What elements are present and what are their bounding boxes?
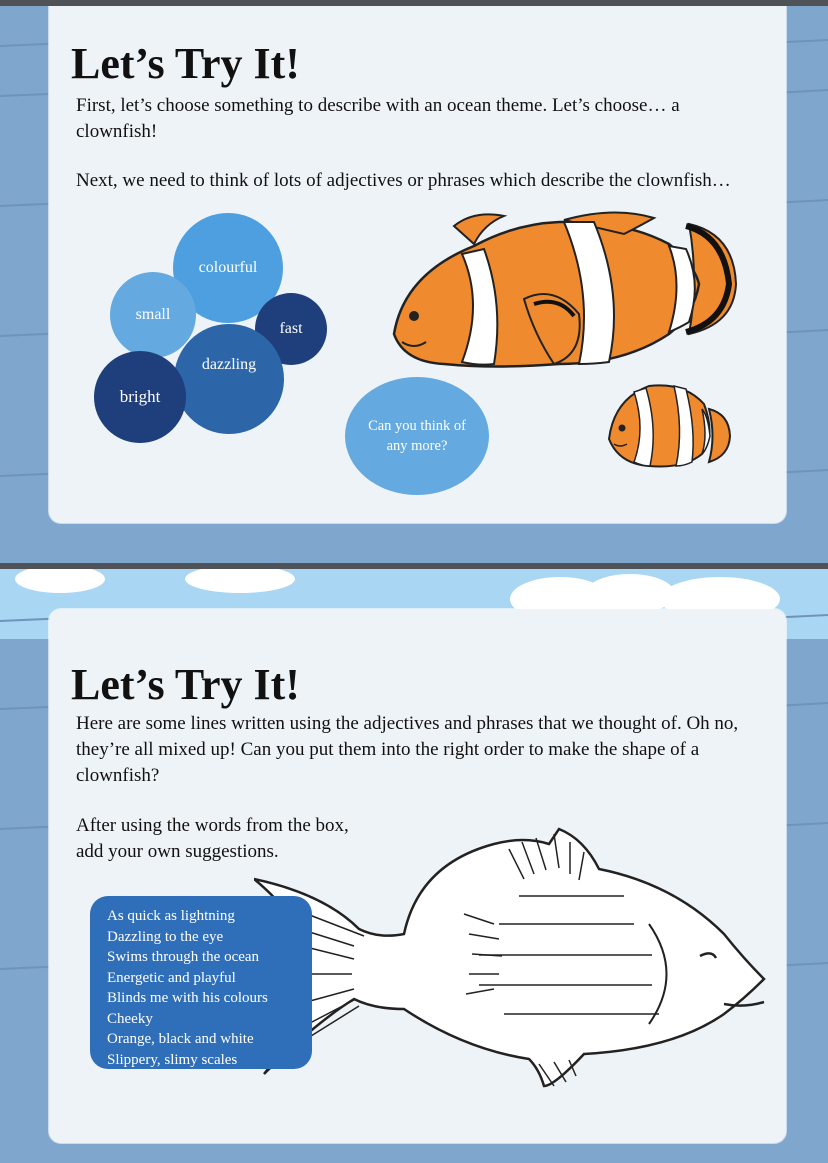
- bubble-dazzling: dazzling: [174, 324, 284, 434]
- word-box: [90, 896, 312, 1069]
- list-item: Orange, black and white: [107, 1031, 254, 1047]
- list-item: Cheeky: [107, 1010, 153, 1027]
- list-item: Swims through the ocean: [107, 949, 260, 965]
- bubble-fast: fast: [255, 293, 327, 365]
- bubble-small: small: [110, 272, 196, 358]
- clownfish-illustration: [384, 204, 744, 469]
- next-text: Next, we need to think of lots of adjectives or phrases which describe the clownfish…: [76, 170, 731, 191]
- small-clownfish: [609, 385, 730, 466]
- list-item: Dazzling to the eye: [107, 928, 224, 945]
- bubble-colourful: colourful: [173, 213, 283, 323]
- slide-2-card: [49, 609, 786, 1143]
- question-bubble: Can you think of any more?: [345, 377, 489, 495]
- bubble-bright: bright: [94, 351, 186, 443]
- list-item: Energetic and playful: [107, 969, 236, 986]
- slide-1: [0, 6, 828, 563]
- slide-1-card: [49, 6, 786, 523]
- list-item: Blinds me with his colours: [107, 990, 268, 1006]
- instruction-text: After using the words from the box, add your own suggestions.: [76, 815, 349, 862]
- list-item: As quick as lightning: [107, 908, 235, 924]
- large-clownfish: [394, 212, 736, 366]
- intro-text: Here are some lines written using the adjectives and phrases that we thought of. Oh no, they’re all mixed up! Can you put them into the right order to make the shape of a clownfish?: [76, 713, 739, 786]
- page-title: Let’s Try It!: [71, 660, 300, 709]
- slide-2: [0, 569, 828, 1163]
- fish-outline-template: [254, 824, 774, 1099]
- list-item: Slippery, slimy scales: [107, 1051, 238, 1068]
- intro-text: First, let’s choose something to describe with an ocean theme. Let’s choose… a clownfish!: [76, 95, 680, 142]
- page-title: Let’s Try It!: [71, 39, 300, 88]
